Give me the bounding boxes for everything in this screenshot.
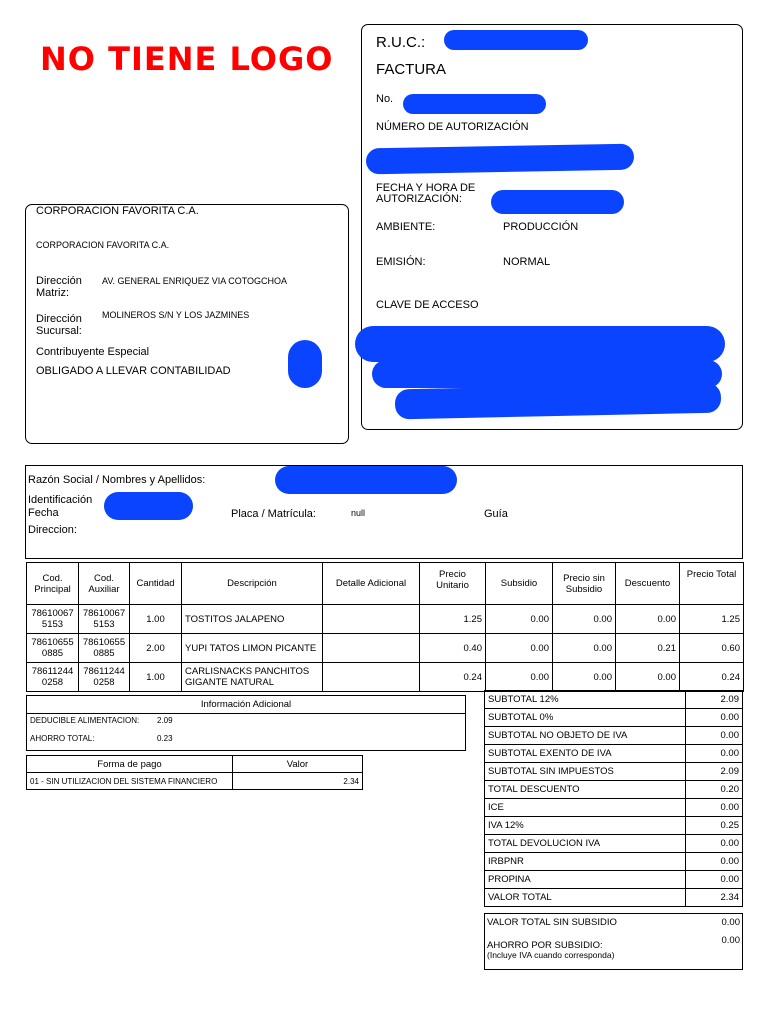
buyer-date-label: Fecha (28, 507, 59, 519)
table-row (485, 889, 743, 907)
payment-forma-value: 01 - SIN UTILIZACION DEL SISTEMA FINANCIERO (27, 773, 233, 790)
issuer-nombre-comercial: CORPORACION FAVORITA C.A. (36, 240, 170, 250)
cell-cod-auxiliar: 786112440258 (79, 663, 130, 692)
cell-descripcion: TOSTITOS JALAPENO (182, 605, 323, 634)
redaction-authorization-date (491, 190, 624, 214)
info-label-ahorro: AHORRO TOTAL: (30, 734, 95, 743)
table-row (27, 634, 744, 663)
cell-precio-total: 0.60 (680, 634, 744, 663)
info-value-ahorro: 0.23 (157, 734, 173, 743)
table-row (485, 781, 743, 799)
total-value: 0.00 (686, 835, 743, 853)
invoice-number-label: No. (376, 93, 394, 105)
document-type: FACTURA (376, 61, 447, 78)
additional-info-title: Información Adicional (27, 696, 465, 714)
col-header-cod-principal: Cod. Principal (27, 563, 79, 605)
cell-cod-principal: 786112440258 (27, 663, 79, 692)
buyer-name-label: Razón Social / Nombres y Apellidos: (28, 474, 206, 486)
clave-acceso-label: CLAVE DE ACCESO (376, 299, 479, 311)
placa-value: null (351, 508, 366, 518)
cell-descuento: 0.00 (616, 605, 680, 634)
total-value: 0.00 (686, 709, 743, 727)
cell-precio-sin-subsidio: 0.00 (553, 663, 616, 692)
cell-subsidio: 0.00 (486, 663, 553, 692)
cell-precio-sin-subsidio: 0.00 (553, 634, 616, 663)
col-header-descuento: Descuento (616, 563, 680, 605)
col-header-detalle-adicional: Detalle Adicional (323, 563, 420, 605)
cell-precio-unitario: 0.40 (420, 634, 486, 663)
cell-descuento: 0.00 (616, 663, 680, 692)
table-row (485, 763, 743, 781)
totals-table (484, 690, 743, 907)
total-value: 0.00 (686, 745, 743, 763)
cell-cod-auxiliar: 786100675153 (79, 605, 130, 634)
table-row (485, 745, 743, 763)
col-header-cantidad: Cantidad (130, 563, 182, 605)
total-value: 0.00 (686, 727, 743, 745)
issuer-razon-social: CORPORACION FAVORITA C.A. (36, 205, 199, 217)
total-label: TOTAL DESCUENTO (485, 781, 686, 799)
col-header-precio-sin-subsidio: Precio sin Subsidio (553, 563, 616, 605)
col-header-precio-total: Precio Total (680, 563, 744, 605)
cell-precio-unitario: 1.25 (420, 605, 486, 634)
payment-header-forma: Forma de pago (27, 756, 233, 773)
emision-label: EMISIÓN: (376, 256, 426, 268)
direccion-matriz-value: AV. GENERAL ENRIQUEZ VIA COTOGCHOA (102, 276, 288, 286)
total-value: 0.25 (686, 817, 743, 835)
total-label: VALOR TOTAL (485, 889, 686, 907)
direccion-matriz-label: Dirección Matriz: (36, 275, 82, 299)
table-row (485, 799, 743, 817)
payment-table (26, 755, 363, 790)
col-header-precio-unitario: Precio Unitario (420, 563, 486, 605)
total-label: IVA 12% (485, 817, 686, 835)
cell-descuento: 0.21 (616, 634, 680, 663)
valor-sin-subsidio-label: VALOR TOTAL SIN SUBSIDIO (487, 917, 617, 928)
additional-info-box (26, 695, 466, 751)
payment-header-valor: Valor (233, 756, 363, 773)
redaction-authorization-number (366, 144, 634, 175)
direccion-sucursal-label: Dirección Sucursal: (36, 313, 82, 337)
total-label: PROPINA (485, 871, 686, 889)
table-row (485, 709, 743, 727)
contribuyente-especial-label: Contribuyente Especial (36, 346, 150, 358)
items-table (26, 562, 744, 692)
buyer-id-label: Identificación (28, 494, 93, 506)
table-row (27, 605, 744, 634)
col-header-cod-auxiliar: Cod. Auxiliar (79, 563, 130, 605)
buyer-address-label: Direccion: (28, 524, 77, 536)
total-label: TOTAL DEVOLUCION IVA (485, 835, 686, 853)
total-label: SUBTOTAL NO OBJETO DE IVA (485, 727, 686, 745)
guia-label: Guía (484, 508, 508, 520)
table-row (485, 727, 743, 745)
table-row (485, 817, 743, 835)
placa-label: Placa / Matrícula: (231, 508, 316, 520)
cell-subsidio: 0.00 (486, 605, 553, 634)
ahorro-subsidio-note: (Incluye IVA cuando corresponda) (487, 950, 615, 960)
cell-precio-total: 1.25 (680, 605, 744, 634)
total-value: 0.00 (686, 853, 743, 871)
no-logo-text: NO TIENE LOGO (40, 40, 334, 78)
cell-precio-total: 0.24 (680, 663, 744, 692)
obligado-contabilidad-label: OBLIGADO A LLEVAR CONTABILIDAD (36, 365, 231, 377)
cell-cod-auxiliar: 786106550885 (79, 634, 130, 663)
info-label-deducible: DEDUCIBLE ALIMENTACION: (30, 716, 140, 725)
table-row (27, 773, 363, 790)
cell-cod-principal: 786106550885 (27, 634, 79, 663)
cell-detalle-adicional (323, 605, 420, 634)
redaction-clave-1 (355, 326, 725, 362)
authorization-number-label: NÚMERO DE AUTORIZACIÓN (376, 121, 529, 133)
info-value-deducible: 2.09 (157, 716, 173, 725)
cell-cantidad: 2.00 (130, 634, 182, 663)
cell-subsidio: 0.00 (486, 634, 553, 663)
subsidy-box (484, 913, 743, 970)
table-row (27, 663, 744, 692)
col-header-descripcion: Descripción (182, 563, 323, 605)
payment-valor-value: 2.34 (233, 773, 363, 790)
total-value: 2.09 (686, 763, 743, 781)
total-label: SUBTOTAL 0% (485, 709, 686, 727)
cell-cantidad: 1.00 (130, 663, 182, 692)
cell-detalle-adicional (323, 663, 420, 692)
total-label: IRBPNR (485, 853, 686, 871)
total-value: 2.34 (686, 889, 743, 907)
direccion-sucursal-value: MOLINEROS S/N Y LOS JAZMINES (102, 310, 250, 320)
table-row (485, 871, 743, 889)
total-label: SUBTOTAL SIN IMPUESTOS (485, 763, 686, 781)
ambiente-value: PRODUCCIÓN (503, 221, 579, 233)
cell-precio-sin-subsidio: 0.00 (553, 605, 616, 634)
total-label: SUBTOTAL EXENTO DE IVA (485, 745, 686, 763)
table-row (485, 835, 743, 853)
ruc-label: R.U.C.: (376, 34, 426, 51)
cell-cantidad: 1.00 (130, 605, 182, 634)
total-label: SUBTOTAL 12% (485, 691, 686, 709)
authorization-date-label: FECHA Y HORA DE AUTORIZACIÓN: (376, 182, 476, 205)
table-row (485, 853, 743, 871)
table-row (485, 691, 743, 709)
ahorro-subsidio-value: 0.00 (721, 935, 740, 946)
cell-detalle-adicional (323, 634, 420, 663)
total-value: 0.00 (686, 871, 743, 889)
redaction-ruc (444, 30, 588, 50)
col-header-subsidio: Subsidio (486, 563, 553, 605)
valor-sin-subsidio-value: 0.00 (721, 917, 740, 928)
redaction-invoice-number (403, 94, 546, 114)
total-value: 2.09 (686, 691, 743, 709)
total-value: 0.00 (686, 799, 743, 817)
total-value: 0.20 (686, 781, 743, 799)
emision-value: NORMAL (503, 256, 551, 268)
ahorro-subsidio-label: AHORRO POR SUBSIDIO: (487, 940, 603, 951)
cell-descripcion: YUPI TATOS LIMON PICANTE (182, 634, 323, 663)
cell-precio-unitario: 0.24 (420, 663, 486, 692)
cell-cod-principal: 786100675153 (27, 605, 79, 634)
ambiente-label: AMBIENTE: (376, 221, 436, 233)
total-label: ICE (485, 799, 686, 817)
cell-descripcion: CARLISNACKS PANCHITOS GIGANTE NATURAL (182, 663, 323, 692)
